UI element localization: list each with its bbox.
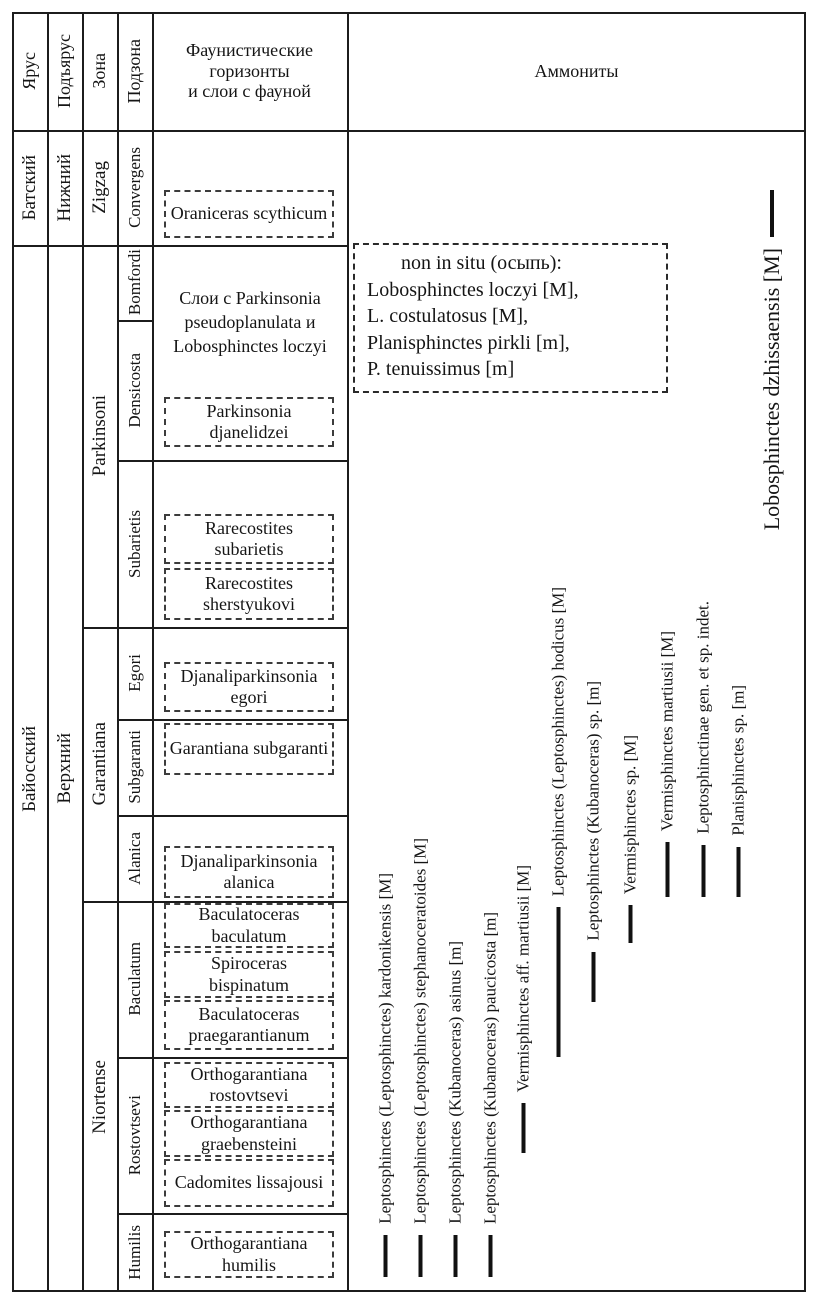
zone-garantiana-label: Garantiana <box>88 722 110 806</box>
fauna-horizon-box: Oraniceras scythicum <box>164 190 334 238</box>
col-header-fauna-line1: Фаунистические <box>186 39 313 60</box>
fauna-horizon-box: Parkinsonia djanelidzei <box>164 397 334 447</box>
fauna-horizon-box: Baculatoceras praegarantianum <box>164 1000 334 1050</box>
subzone-densicosta-label: Densicosta <box>124 352 144 428</box>
ammonite-range <box>482 912 499 1277</box>
ammonite-range <box>695 601 712 897</box>
subzone-densicosta <box>117 320 152 460</box>
ammonite-range <box>761 190 783 530</box>
subzone-convergens-label: Convergens <box>124 147 144 228</box>
non-in-situ-line: L. costulatosus [M], <box>367 305 529 328</box>
stage-batsky-label: Батский <box>18 154 40 221</box>
ammonite-range-label: Vermisphinctes sp. [M] <box>620 734 640 894</box>
fauna-horizon-box: Djanaliparkinsonia egori <box>164 662 334 712</box>
range-bar <box>770 190 774 237</box>
non-in-situ-line: Lobosphinctes loczyi [M], <box>367 278 579 301</box>
ammonite-range <box>447 941 464 1277</box>
col-header-yarus <box>12 12 47 130</box>
ammonite-range <box>377 873 394 1277</box>
ammonite-range-label: Vermisphinctes martiusii [M] <box>657 630 677 831</box>
subzone-bomfordi-label: Bomfordi <box>124 249 144 316</box>
fauna-horizon-box: Orthogarantiana graebensteini <box>164 1110 334 1157</box>
ammonite-range-label: Leptosphinctes (Kubanoceras) sp. [m] <box>583 681 603 941</box>
substage-verkhny-label: Верхний <box>53 733 75 804</box>
range-bar <box>488 1235 492 1277</box>
fauna-horizon-box: Orthogarantiana rostovtsevi <box>164 1062 334 1108</box>
col-header-zona <box>82 12 117 130</box>
ammonite-range-label: Vermisphinctes aff. martiusii [M] <box>513 864 533 1092</box>
non-in-situ-title: non in situ (осыпь): <box>401 252 562 274</box>
ammonite-range <box>730 685 747 897</box>
col-header-podyarus-label: Подъярус <box>54 34 75 108</box>
subzone-alanica <box>117 815 152 901</box>
subzone-alanica-label: Alanica <box>124 831 144 885</box>
range-bar <box>665 842 669 897</box>
fauna-horizon-box: Rarecostites subarietis <box>164 514 334 564</box>
subzone-egori <box>117 627 152 719</box>
range-bar <box>383 1235 387 1277</box>
col-header-ammonites <box>347 12 806 130</box>
col-header-fauna-line3: и слои с фауной <box>188 81 311 102</box>
subzone-baculatum-label: Baculatum <box>124 942 144 1016</box>
col-header-ammonites-label: Аммониты <box>534 60 619 81</box>
stage-bajossky-label: Байосский <box>18 725 40 812</box>
ammonite-range-label: Leptosphinctes (Leptosphinctes) kardonikensis [M] <box>375 873 395 1224</box>
subzone-subgaranti-label: Subgaranti <box>124 730 144 804</box>
ammonite-range-label: Leptosphinctinae gen. et sp. indet. <box>693 601 713 834</box>
subzone-convergens <box>117 130 152 245</box>
ammonite-range <box>659 631 676 897</box>
non-in-situ-line: Planisphinctes pirkli [m], <box>367 331 570 354</box>
fauna-horizon-box: Rarecostites sherstyukovi <box>164 568 334 620</box>
zone-parkinsoni-label: Parkinsoni <box>88 395 110 477</box>
range-bar <box>591 952 595 1002</box>
col-header-fauna <box>152 12 347 130</box>
subzone-subgaranti <box>117 719 152 815</box>
stage-bajossky <box>12 245 47 1292</box>
fauna-horizon-box: Garantiana subgaranti <box>164 723 334 775</box>
non-in-situ-box <box>353 243 668 393</box>
subzone-subarietis <box>117 460 152 627</box>
col-header-yarus-label: Ярус <box>19 52 40 90</box>
ammonite-range <box>585 681 602 1002</box>
zone-zigzag <box>82 130 117 245</box>
ammonite-range-label: Lobosphinctes dzhissaensis [M] <box>759 248 784 531</box>
range-bar <box>453 1235 457 1277</box>
ammonite-range-label: Leptosphinctes (Leptosphinctes) hodicus [M] <box>548 586 568 896</box>
col-header-podzona <box>117 12 152 130</box>
col-header-fauna-line2: горизонты <box>209 60 290 81</box>
subzone-humilis <box>117 1213 152 1292</box>
fauna-horizon-box: Orthogarantiana humilis <box>164 1231 334 1278</box>
subzone-bomfordi <box>117 245 152 320</box>
ammonite-range-label: Planisphinctes sp. [m] <box>728 685 748 836</box>
zone-niortense <box>82 901 117 1292</box>
subzone-baculatum <box>117 901 152 1057</box>
subzone-rostovtsevi-label: Rostovtsevi <box>124 1094 144 1176</box>
fauna-horizon-text: Слои с Parkinsonia pseudoplanulata и Lobosphinctes loczyi <box>173 287 327 357</box>
ammonite-range <box>550 587 567 1057</box>
fauna-horizon-box: Baculatoceras baculatum <box>164 903 334 948</box>
non-in-situ-line: P. tenuissimus [m] <box>367 358 515 381</box>
col-header-podzona-label: Подзона <box>124 38 145 104</box>
subzone-subarietis-label: Subarietis <box>124 509 144 578</box>
range-bar <box>521 1103 525 1153</box>
fauna-horizon-box: Cadomites lissajousi <box>164 1159 334 1207</box>
range-bar <box>628 905 632 943</box>
grid-line <box>152 12 154 1292</box>
range-bar <box>418 1235 422 1277</box>
substage-nizhny <box>47 130 82 245</box>
ammonite-range <box>515 865 532 1153</box>
fauna-horizon-box: Djanaliparkinsonia alanica <box>164 846 334 898</box>
col-header-podyarus <box>47 12 82 130</box>
zone-parkinsoni <box>82 245 117 627</box>
zone-niortense-label: Niortense <box>88 1059 110 1134</box>
col-header-zona-label: Зона <box>89 53 110 89</box>
grid-line <box>347 12 349 1292</box>
ammonite-range <box>622 735 639 943</box>
substage-verkhny <box>47 245 82 1292</box>
subzone-humilis-label: Humilis <box>124 1225 144 1280</box>
subzone-egori-label: Egori <box>124 654 144 692</box>
ammonite-range-label: Leptosphinctes (Kubanoceras) asinus [m] <box>445 941 465 1224</box>
stage-batsky <box>12 130 47 245</box>
range-bar <box>701 845 705 897</box>
zone-zigzag-label: Zigzag <box>88 161 110 214</box>
range-bar <box>736 847 740 897</box>
subzone-rostovtsevi <box>117 1057 152 1213</box>
substage-nizhny-label: Нижний <box>53 153 75 222</box>
ammonite-range-label: Leptosphinctes (Leptosphinctes) stephanoceratoides [M] <box>410 838 430 1224</box>
ammonite-range-label: Leptosphinctes (Kubanoceras) paucicosta [m] <box>480 911 500 1224</box>
fauna-horizon-box: Spiroceras bispinatum <box>164 951 334 998</box>
range-bar <box>556 907 560 1057</box>
zone-garantiana <box>82 627 117 901</box>
ammonite-range <box>412 838 429 1277</box>
